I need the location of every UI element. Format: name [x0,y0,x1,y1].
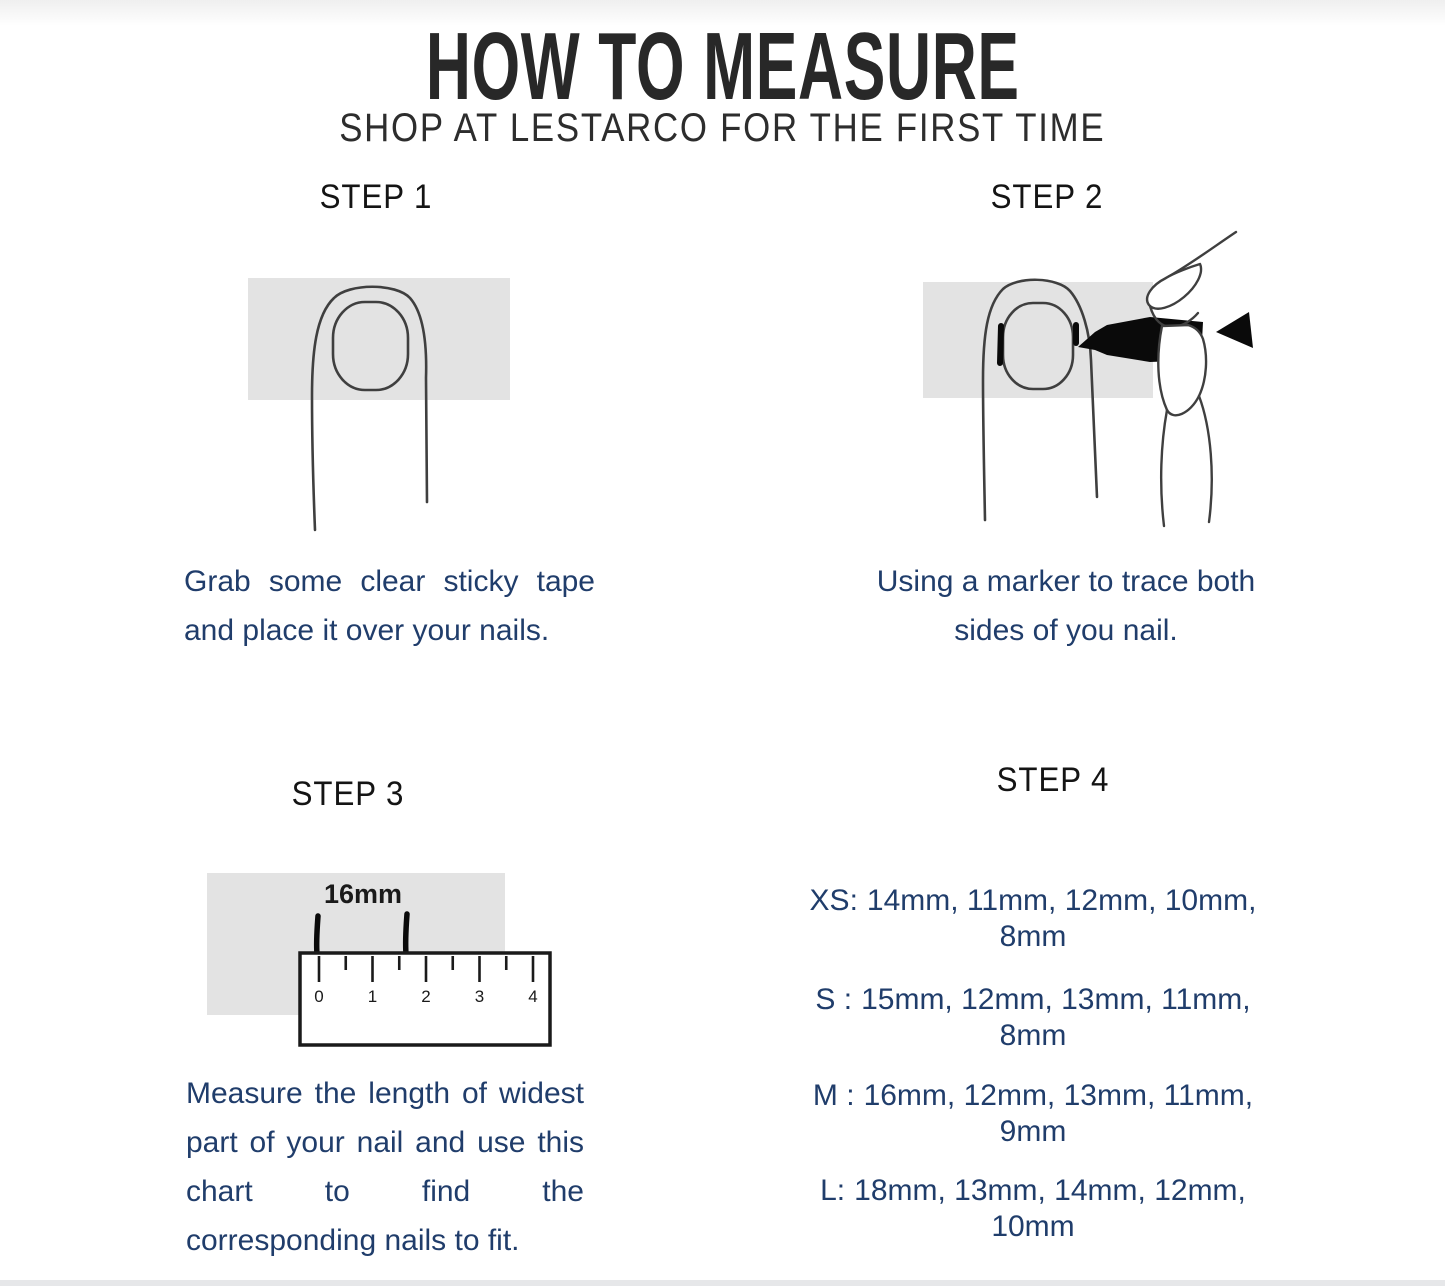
size-label: S : [815,983,853,1016]
step1-finger-tape-illustration [200,268,560,540]
traced-mark-right [406,914,407,954]
page-subtitle-text: SHOP AT LESTARCO FOR THE FIRST TIME [339,106,1106,150]
step2-marker-tracing-illustration [900,228,1265,553]
wrist-line-right [1199,396,1212,522]
step1-caption-line1: Grab some clear sticky tape [184,565,595,598]
tape-rect [248,278,510,400]
step3-caption-line1: Measure the length of widest [186,1077,584,1110]
traced-mark-left [1000,326,1001,363]
bottom-border-strip [0,1280,1445,1286]
step2-caption [866,557,1266,655]
step4-heading: STEP 4 [996,761,1110,799]
size-values: 14mm, 11mm, 12mm, 10mm, 8mm [866,884,1257,953]
size-label: XS: [809,884,858,917]
size-label: M : [812,1079,855,1112]
ruler-tick-label: 0 [314,987,324,1006]
step2-heading: STEP 2 [990,178,1104,216]
traced-mark-left [317,916,318,954]
ruler-tick-label: 3 [474,987,485,1006]
size-row-xs [783,883,1283,955]
marker-cap-cone [1216,312,1253,348]
step3-caption-line2: part of your nail and use this [186,1126,584,1159]
size-label: L: [820,1174,846,1207]
step2-caption-line2: sides of you nail. [954,614,1178,647]
ruler-tick-label: 1 [367,987,378,1006]
step1-caption-line2: and place it over your nails. [184,614,550,647]
measurement-value-label: 16mm [323,879,403,909]
step3-ruler-illustration [190,860,590,1072]
size-row-m [783,1078,1283,1150]
page-title [0,13,1445,120]
step1-heading: STEP 1 [319,178,433,216]
size-row-l [783,1173,1283,1245]
page-title-text: HOW TO MEASURE [425,13,1020,120]
size-values: 18mm, 13mm, 14mm, 12mm, 10mm [854,1174,1246,1243]
size-row-s [783,982,1283,1054]
size-values: 16mm, 12mm, 13mm, 11mm, 9mm [863,1079,1254,1148]
step3-heading: STEP 3 [291,775,405,813]
page-subtitle [0,106,1445,150]
size-values: 15mm, 12mm, 13mm, 11mm, 8mm [861,983,1251,1052]
wrist-line-left [1161,410,1167,526]
step2-caption-line1: Using a marker to trace both [876,565,1256,598]
ruler-tick-label: 2 [421,987,431,1006]
step3-caption [186,1069,584,1265]
thumb-outline [1158,325,1206,415]
ruler-tick-label: 4 [528,987,538,1006]
step3-caption-line3: chart to find the [186,1175,584,1208]
step1-caption [184,557,595,655]
index-fingertip [1147,264,1201,309]
step3-caption-line4: corresponding nails to fit. [186,1224,520,1257]
